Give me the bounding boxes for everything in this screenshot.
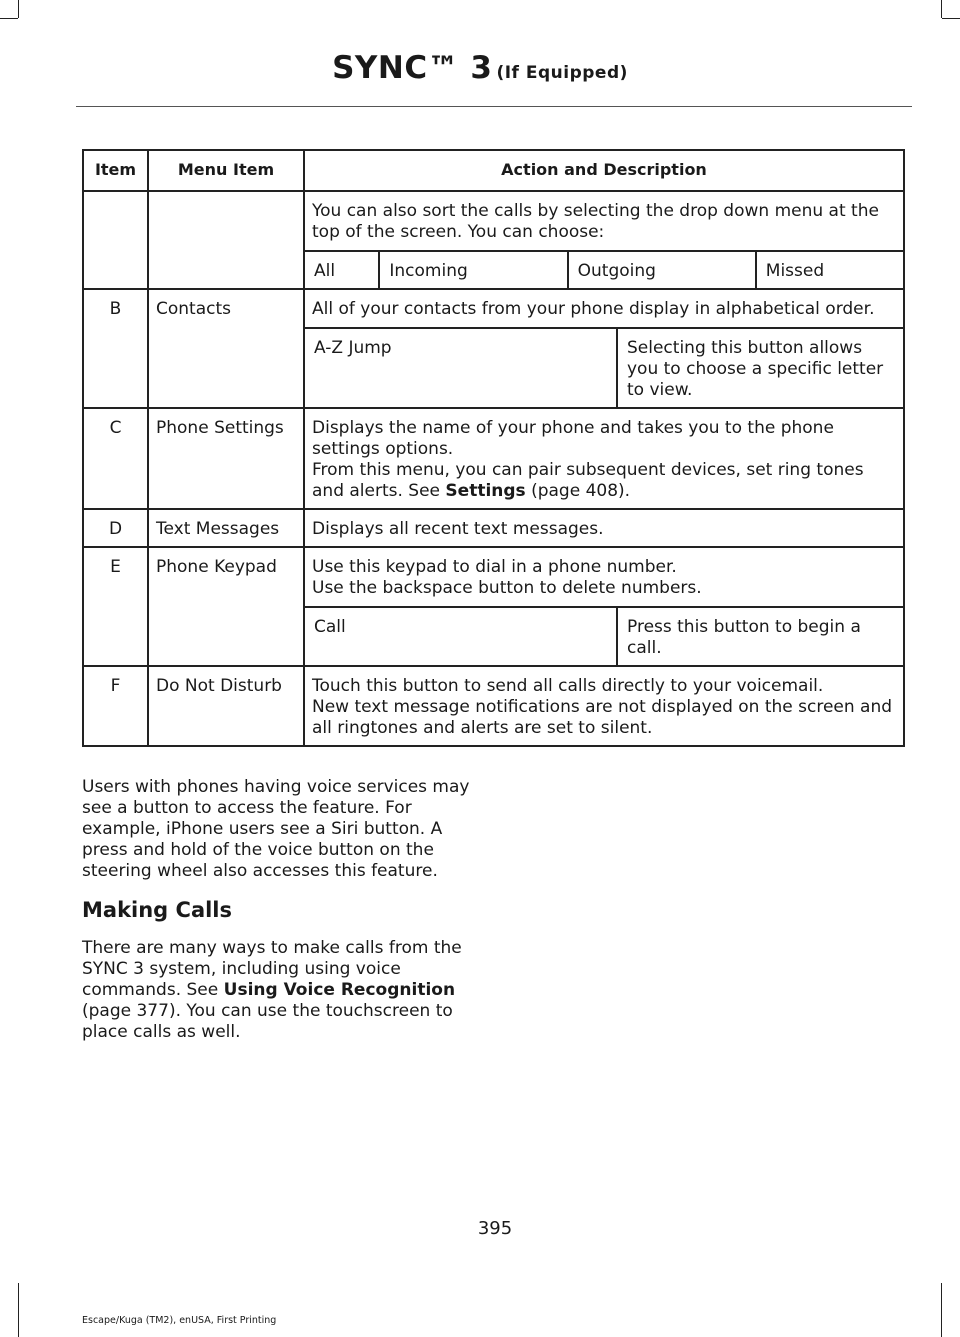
item-cell: F bbox=[83, 666, 148, 746]
header-item: Item bbox=[83, 150, 148, 191]
item-cell: E bbox=[83, 547, 148, 666]
crop-mark-bl-v bbox=[18, 1283, 19, 1337]
item-cell: D bbox=[83, 509, 148, 547]
header-title: SYNC™ 3 bbox=[332, 50, 493, 86]
sort-option-all: All bbox=[305, 251, 379, 288]
menu-cell bbox=[148, 191, 304, 289]
crop-mark-tl-h bbox=[0, 18, 18, 19]
az-jump-label: A-Z Jump bbox=[305, 328, 617, 407]
menu-cell: Do Not Disturb bbox=[148, 666, 304, 746]
item-cell bbox=[83, 191, 148, 289]
phone-keypad-desc: Use this keypad to dial in a phone number. Use the backspace button to delete numbers. bbox=[312, 557, 702, 598]
item-cell: C bbox=[83, 408, 148, 509]
crop-mark-br-v bbox=[941, 1283, 942, 1337]
call-desc: Press this button to begin a call. bbox=[617, 607, 903, 665]
table-row bbox=[83, 666, 904, 746]
page-number: 395 bbox=[477, 1218, 513, 1239]
menu-cell: Contacts bbox=[148, 289, 304, 408]
calls-sort-text: You can also sort the calls by selecting the drop down menu at the top of the screen. You can choose: bbox=[312, 201, 879, 242]
action-cell bbox=[304, 408, 904, 509]
header-action: Action and Description bbox=[304, 150, 904, 191]
table-row bbox=[83, 547, 904, 666]
crop-mark-tr-v bbox=[941, 0, 942, 18]
menu-cell: Text Messages bbox=[148, 509, 304, 547]
action-cell bbox=[304, 289, 904, 408]
header-menu-item: Menu Item bbox=[148, 150, 304, 191]
voice-services-paragraph: Users with phones having voice services may see a button to access the feature. For example, iPhone users see a Siri button. A press and hold of the voice button on the steering wheel also accesses this feature. bbox=[82, 777, 470, 881]
table-row bbox=[83, 191, 904, 289]
call-label: Call bbox=[305, 607, 617, 665]
crop-mark-tr-h bbox=[942, 18, 960, 19]
sort-option-outgoing: Outgoing bbox=[568, 251, 756, 288]
header-subtitle: (If Equipped) bbox=[496, 63, 628, 83]
table-row bbox=[83, 408, 904, 509]
header-divider bbox=[76, 106, 912, 107]
action-cell: Displays all recent text messages. bbox=[304, 509, 904, 547]
action-cell: Touch this button to send all calls directly to your voicemail. New text message notifications are not displayed on the screen and all ringtones and alerts are set to silent. bbox=[304, 666, 904, 746]
phone-settings-desc: Displays the name of your phone and takes you to the phone settings options. bbox=[312, 418, 834, 459]
crop-mark-tl-v bbox=[18, 0, 19, 18]
section-heading: Making Calls bbox=[82, 898, 233, 922]
page-header bbox=[0, 50, 960, 86]
contacts-sub-table bbox=[305, 327, 903, 407]
menu-cell: Phone Keypad bbox=[148, 547, 304, 666]
phone-settings-desc-2: From this menu, you can pair subsequent devices, set ring tones and alerts. See Settings (page 408). bbox=[312, 460, 864, 501]
voice-recognition-link[interactable]: Using Voice Recognition bbox=[223, 980, 456, 1000]
footer: Escape/Kuga (TM2), enUSA, First Printing bbox=[82, 1315, 277, 1326]
table-header-row bbox=[83, 150, 904, 191]
keypad-sub-table bbox=[305, 606, 903, 665]
features-table bbox=[82, 149, 905, 747]
action-cell bbox=[304, 191, 904, 289]
menu-cell: Phone Settings bbox=[148, 408, 304, 509]
sort-option-missed: Missed bbox=[756, 251, 903, 288]
action-cell bbox=[304, 547, 904, 666]
table-row bbox=[83, 289, 904, 408]
settings-link[interactable]: Settings bbox=[445, 481, 526, 501]
contacts-desc: All of your contacts from your phone display in alphabetical order. bbox=[312, 299, 875, 319]
item-cell: B bbox=[83, 289, 148, 408]
sort-option-incoming: Incoming bbox=[379, 251, 567, 288]
az-jump-desc: Selecting this button allows you to choose a specific letter to view. bbox=[617, 328, 903, 407]
making-calls-paragraph: There are many ways to make calls from the SYNC 3 system, including using voice commands. See Using Voice Recognition (page 377). You can use the touchscreen to place calls as well. bbox=[82, 938, 462, 1042]
sort-options-table bbox=[305, 250, 903, 288]
table-row bbox=[83, 509, 904, 547]
